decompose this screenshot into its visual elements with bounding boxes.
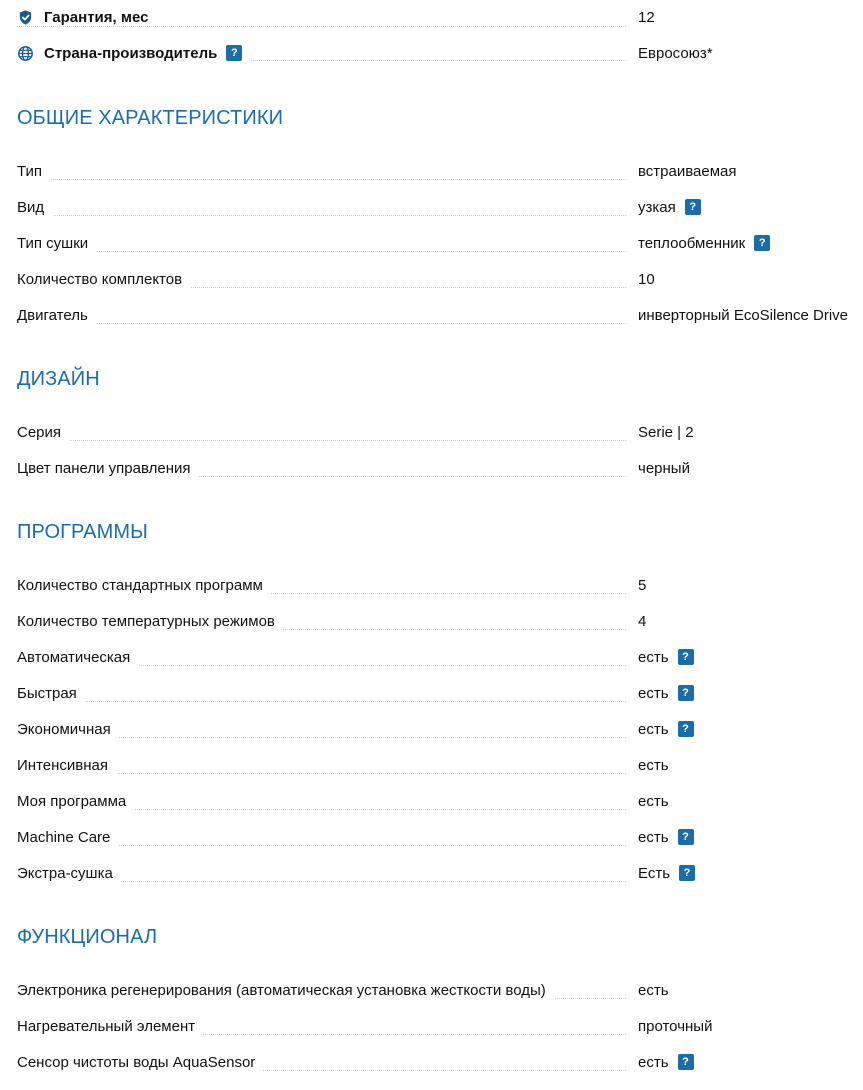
spec-row <box>17 819 863 855</box>
spec-label: Интенсивная <box>17 756 108 774</box>
spec-value: инверторный EcoSilence Drive <box>638 306 849 324</box>
spec-label: Электроника регенерирования (автоматическая установка жесткости воды) <box>17 981 546 999</box>
spec-label: Быстрая <box>17 684 77 702</box>
spec-value: есть <box>638 648 669 666</box>
spec-label: Количество температурных режимов <box>17 612 275 630</box>
spec-value: 12 <box>638 8 655 26</box>
spec-label: Автоматическая <box>17 648 131 666</box>
spec-row <box>17 711 863 747</box>
spec-value: есть <box>638 684 669 702</box>
spec-row <box>17 675 863 711</box>
spec-row <box>17 153 863 189</box>
spec-value: черный <box>638 459 690 477</box>
spec-value: 10 <box>638 270 655 288</box>
spec-label: Сенсор чистоты воды AquaSensor <box>17 1053 256 1071</box>
spec-value: узкая <box>638 198 676 216</box>
shield-check-icon <box>17 9 34 26</box>
help-icon[interactable]: ? <box>678 685 694 701</box>
help-icon[interactable]: ? <box>685 199 701 215</box>
section-title: ОБЩИЕ ХАРАКТЕРИСТИКИ <box>17 107 284 129</box>
spec-value: 4 <box>638 612 647 630</box>
spec-label: Серия <box>17 423 62 441</box>
spec-row <box>17 747 863 783</box>
section-title: ДИЗАЙН <box>17 368 100 390</box>
spec-label: Цвет панели управления <box>17 459 191 477</box>
spec-label: Количество комплектов <box>17 270 183 288</box>
spec-row <box>17 297 863 333</box>
spec-value: проточный <box>638 1017 713 1035</box>
specifications-list <box>17 0 863 1080</box>
spec-row <box>17 225 863 261</box>
spec-label: Моя программа <box>17 792 127 810</box>
spec-row <box>17 855 863 891</box>
spec-row <box>17 603 863 639</box>
spec-row <box>17 189 863 225</box>
spec-label: Экстра-сушка <box>17 864 113 882</box>
globe-icon <box>17 45 34 62</box>
help-icon[interactable]: ? <box>754 235 770 251</box>
spec-row <box>17 450 863 486</box>
spec-value: есть <box>638 1053 669 1071</box>
spec-label: Количество стандартных программ <box>17 576 263 594</box>
spec-value: теплообменник <box>638 234 746 252</box>
help-icon[interactable]: ? <box>679 865 695 881</box>
spec-label: Двигатель <box>17 306 88 324</box>
spec-label: Тип <box>17 162 43 180</box>
spec-value: Serie | 2 <box>638 423 694 441</box>
spec-row <box>17 414 863 450</box>
spec-value: Есть <box>638 864 671 882</box>
help-icon[interactable]: ? <box>226 45 242 61</box>
spec-label: Machine Care <box>17 828 111 846</box>
spec-row <box>17 567 863 603</box>
spec-label: Экономичная <box>17 720 111 738</box>
help-icon[interactable]: ? <box>678 829 694 845</box>
section-title: ФУНКЦИОНАЛ <box>17 926 158 948</box>
spec-row-warranty <box>17 0 863 34</box>
spec-label: Гарантия, мес <box>44 8 149 26</box>
help-icon[interactable]: ? <box>678 649 694 665</box>
spec-value: 5 <box>638 576 647 594</box>
spec-value: есть <box>638 792 669 810</box>
spec-row <box>17 1044 863 1080</box>
spec-row <box>17 1008 863 1044</box>
spec-value: есть <box>638 756 669 774</box>
spec-row <box>17 783 863 819</box>
spec-sections <box>17 97 863 1080</box>
spec-value: есть <box>638 981 669 999</box>
spec-value: Евросоюз* <box>638 44 713 62</box>
spec-label: Нагревательный элемент <box>17 1017 196 1035</box>
section-title: ПРОГРАММЫ <box>17 521 148 543</box>
help-icon[interactable]: ? <box>678 721 694 737</box>
spec-row <box>17 261 863 297</box>
spec-row <box>17 639 863 675</box>
spec-label: Страна-производитель <box>44 44 218 62</box>
spec-value: есть <box>638 720 669 738</box>
spec-value: есть <box>638 828 669 846</box>
spec-label: Вид <box>17 198 45 216</box>
spec-label: Тип сушки <box>17 234 89 252</box>
spec-row-country <box>17 34 863 72</box>
spec-row <box>17 972 863 1008</box>
help-icon[interactable]: ? <box>678 1054 694 1070</box>
spec-value: встраиваемая <box>638 162 737 180</box>
